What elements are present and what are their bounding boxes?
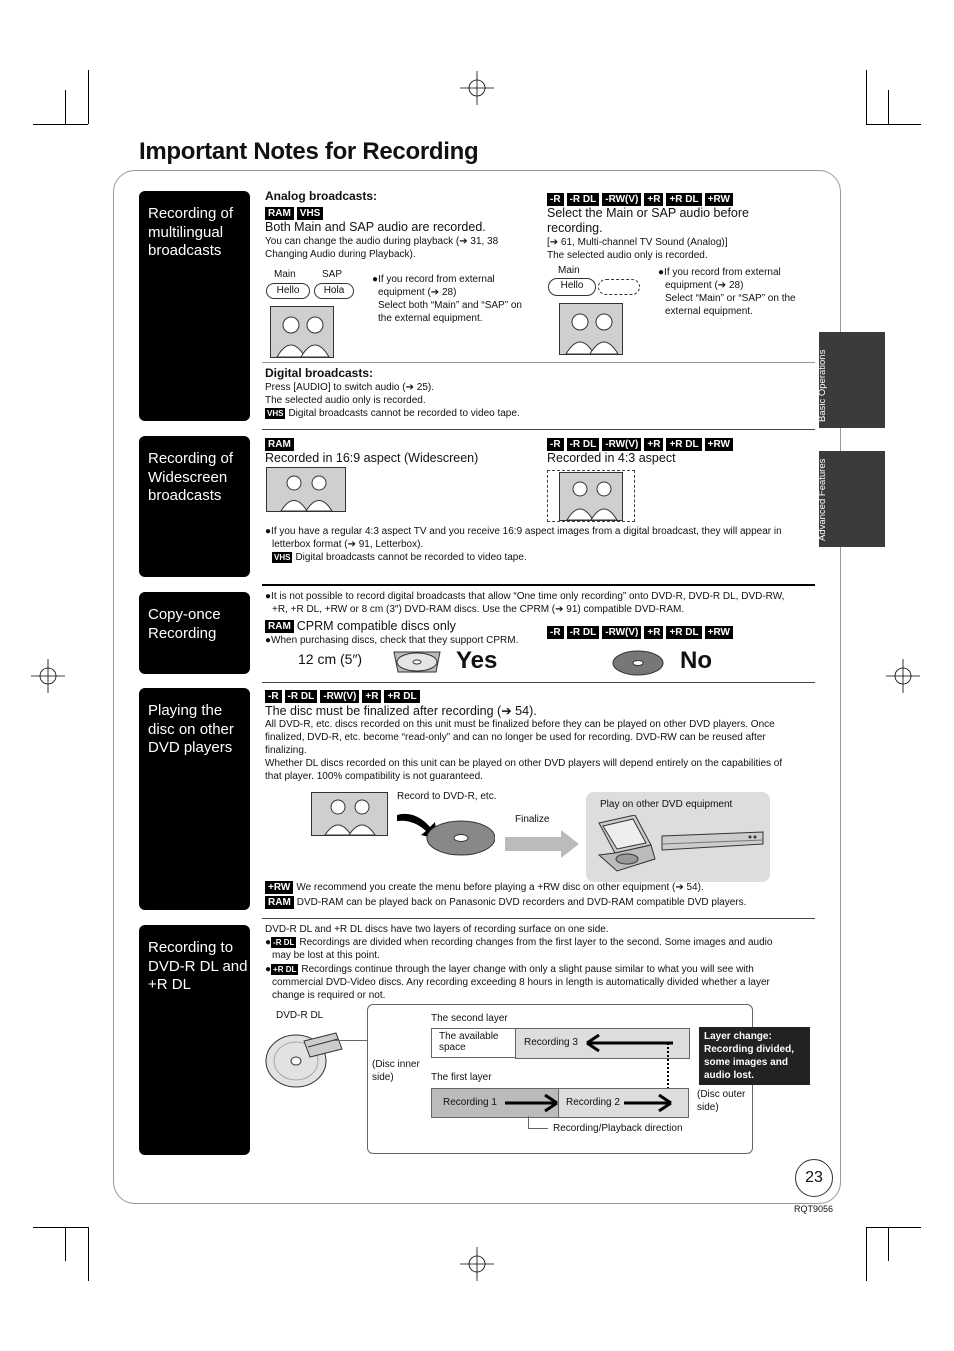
text-row: ● -R DL Recordings are divided when recording changes from the first layer to the second. Some images and audio: [265, 937, 773, 948]
badge: +R DL: [666, 438, 701, 451]
page-title: Important Notes for Recording: [139, 138, 479, 165]
registration-mark: [460, 1247, 494, 1281]
tab-advanced-features[interactable]: Advanced Features: [819, 451, 885, 547]
text: [➔ 61, Multi-channel TV Sound (Analog)]: [547, 237, 728, 248]
badge: -RW(V): [602, 438, 641, 451]
note: ●If you record from external: [372, 274, 495, 285]
badge: +R DL: [273, 964, 297, 974]
text: may be lost at this point.: [272, 950, 380, 961]
label-sap: SAP: [322, 269, 343, 280]
section-heading-copyonce: Copy-once Recording: [139, 592, 250, 674]
recording1-label: Recording 1: [443, 1097, 497, 1108]
pointer-line: [334, 1040, 367, 1041]
badge: +RW: [705, 626, 733, 639]
note: external equipment.: [665, 306, 753, 317]
text: Whether DL discs recorded on this unit can be played on other DVD players will depend entirely on the capabilities of: [265, 758, 783, 769]
registration-mark: [460, 71, 494, 105]
text: commercial DVD-Video discs. Any recording exceeding 8 hours in length is automatically divided whether a layer: [272, 977, 770, 988]
text-row: VHS Digital broadcasts cannot be recorded to video tape.: [274, 552, 527, 563]
right-arrow-icon: [624, 1094, 674, 1117]
badge: +R: [644, 193, 663, 206]
crop-mark: [33, 1227, 88, 1228]
recording3-label: Recording 3: [524, 1037, 578, 1048]
text: Changing Audio during Playback).: [265, 249, 416, 260]
text-row: RAM CPRM compatible discs only: [265, 619, 456, 634]
record-arrow-disc: [395, 805, 495, 865]
dual-layer-disc-icon: [264, 1023, 344, 1094]
crop-mark: [866, 70, 867, 124]
note: Select “Main” or “SAP” on the: [665, 293, 796, 304]
badge: -R DL: [567, 438, 600, 451]
portable-dvd-player-icon: [595, 815, 657, 878]
layer-change-callout: Layer change: Recording divided, some images and audio lost.: [699, 1027, 810, 1085]
disc-size: 12 cm (5″): [298, 651, 363, 667]
note: equipment (➔ 28): [665, 280, 744, 291]
note: ●It is not possible to record digital broadcasts that allow “One time only recording” onto DVD-R, DVD-R DL, DVD-RW,: [265, 591, 785, 602]
badge: +R: [644, 626, 663, 639]
note: equipment (➔ 28): [378, 287, 457, 298]
crop-mark: [65, 90, 66, 124]
yes-label: Yes: [456, 647, 498, 674]
badge: +R DL: [666, 626, 701, 639]
label-main: Main: [558, 265, 580, 276]
note: +R, +R DL, +RW or 8 cm (3″) DVD-RAM discs. Use the CPRM (➔ 91) compatible DVD-RAM.: [272, 604, 685, 615]
badge: -R DL: [567, 626, 600, 639]
crop-mark: [866, 1227, 921, 1228]
text: The disc must be finalized after recording (➔ 54).: [265, 704, 537, 718]
badge: +R: [362, 690, 381, 703]
divider: [262, 918, 815, 919]
text: change is required or not.: [272, 990, 386, 1001]
badge: -R: [547, 626, 564, 639]
record-to-label: Record to DVD-R, etc.: [397, 791, 497, 802]
first-layer-label: The first layer: [431, 1072, 492, 1083]
no-label: No: [680, 647, 712, 674]
finalize-arrow: [505, 830, 580, 863]
tv-screen-image: [559, 303, 623, 355]
crop-mark: [65, 1227, 66, 1261]
badge: -R: [265, 690, 282, 703]
speech-bubble: Hello: [548, 278, 596, 296]
section-heading-multilingual: Recording of multilingual broadcasts: [139, 191, 250, 421]
analog-title: Analog broadcasts:: [265, 189, 378, 203]
crop-mark: [866, 124, 921, 125]
text-row: RAM DVD-RAM can be played back on Panasonic DVD recorders and DVD-RAM compatible DVD players.: [265, 896, 746, 909]
available-space-label: The available space: [439, 1031, 499, 1053]
badge: -R DL: [285, 690, 318, 703]
widescreen-image: [266, 467, 346, 512]
text: finalizing.: [265, 745, 307, 756]
badge: -RW(V): [602, 193, 641, 206]
badge: +RW: [265, 881, 293, 894]
divider: [262, 429, 815, 430]
text-row: +RW We recommend you create the menu before playing a +RW disc on other equipment (➔ 54).: [265, 881, 704, 894]
direction-label: Recording/Playback direction: [553, 1123, 683, 1134]
badge-row: [547, 624, 736, 642]
right-arrow-icon: [505, 1094, 560, 1117]
note: Select both “Main” and “SAP” on: [378, 300, 522, 311]
badge: -RW(V): [320, 690, 359, 703]
section-heading-playing: Playing the disc on other DVD players: [139, 688, 250, 910]
speech-bubble: Hello: [266, 283, 310, 299]
note: ●When purchasing discs, check that they support CPRM.: [265, 635, 519, 646]
note: ●If you record from external: [658, 267, 781, 278]
badge: -R DL: [567, 193, 600, 206]
badge: -R DL: [273, 937, 295, 947]
badge: RAM: [265, 896, 294, 909]
crop-mark: [866, 1227, 867, 1281]
text-row: VHS Digital broadcasts cannot be recorded to video tape.: [267, 408, 520, 419]
badge: +RW: [705, 193, 733, 206]
text-row: ● +R DL Recordings continue through the layer change with only a slight pause similar to what you will see with: [265, 964, 754, 975]
note: ●If you have a regular 4:3 aspect TV and you receive 16:9 aspect images from a digital broadcast, they will appear in: [265, 526, 782, 537]
tab-basic-operations[interactable]: Basic Operations: [819, 332, 885, 428]
badge: +RW: [705, 438, 733, 451]
badge: +R DL: [666, 193, 701, 206]
badge: RAM: [265, 207, 294, 220]
badge: RAM: [265, 438, 294, 451]
registration-mark: [31, 659, 65, 693]
outer-side-label: (Disc outer side): [697, 1089, 746, 1113]
text: that player. 100% compatibility is not guaranteed.: [265, 771, 483, 782]
text: Select the Main or SAP audio before: [547, 206, 749, 220]
empty-speech-bubble: [598, 279, 640, 295]
text: DVD-R DL and +R DL discs have two layers of recording surface on one side.: [265, 924, 609, 935]
dvd-player-icon: [660, 830, 765, 857]
pointer-line: [528, 1116, 529, 1128]
badge: -RW(V): [602, 626, 641, 639]
divider: [262, 584, 815, 586]
inner-side-label: (Disc inner side): [372, 1059, 420, 1083]
tv-screen-image: [270, 306, 334, 358]
divider: [262, 362, 815, 363]
disc-label: DVD-R DL: [276, 1010, 324, 1021]
play-other-label: Play on other DVD equipment: [600, 799, 733, 810]
badge: +R DL: [384, 690, 419, 703]
text: Recorded in 4:3 aspect: [547, 451, 676, 465]
recording2-label: Recording 2: [566, 1097, 620, 1108]
section-heading-widescreen: Recording of Widescreen broadcasts: [139, 436, 250, 577]
tv-4-3-image: [559, 472, 623, 521]
left-arrow-icon: [585, 1034, 675, 1057]
text: Both Main and SAP audio are recorded.: [265, 220, 486, 234]
registration-mark: [886, 659, 920, 693]
disc-icon: [612, 650, 664, 681]
note: the external equipment.: [378, 313, 483, 324]
pointer-line: [528, 1128, 548, 1129]
badge: -R: [547, 438, 564, 451]
text: You can change the audio during playback (➔ 31, 38: [265, 236, 499, 247]
badge: VHS: [297, 207, 324, 220]
text: All DVD-R, etc. discs recorded on this unit must be finalized before they can be played on other DVD players. Once: [265, 719, 775, 730]
text: recording.: [547, 221, 603, 235]
divider: [262, 682, 815, 683]
crop-mark: [88, 1227, 89, 1281]
text: Press [AUDIO] to switch audio (➔ 25).: [265, 382, 434, 393]
badge: VHS: [267, 408, 284, 418]
text: The selected audio only is recorded.: [265, 395, 426, 406]
note: letterbox format (➔ 91, Letterbox).: [272, 539, 424, 550]
badge: RAM: [265, 620, 294, 633]
tv-screen-image: [311, 792, 388, 836]
crop-mark: [888, 1227, 889, 1261]
text: Recorded in 16:9 aspect (Widescreen): [265, 451, 479, 465]
second-layer-label: The second layer: [431, 1013, 508, 1024]
text: The selected audio only is recorded.: [547, 250, 708, 261]
speech-bubble: Hola: [314, 283, 354, 299]
disc-ram-icon: [390, 648, 445, 681]
badge: -R: [547, 193, 564, 206]
digital-title: Digital broadcasts:: [265, 366, 374, 380]
finalize-label: Finalize: [515, 814, 550, 825]
crop-mark: [88, 70, 89, 124]
crop-mark: [33, 124, 88, 125]
badge: VHS: [274, 552, 291, 562]
section-heading-dl: Recording to DVD-R DL and +R DL: [139, 925, 250, 1155]
page-number: 23: [795, 1159, 833, 1197]
label-main: Main: [274, 269, 296, 280]
text: finalized, DVD-R, etc. become “read-only” and can no longer be used for recording. DVD-RW can be reused after: [265, 732, 766, 743]
badge: +R: [644, 438, 663, 451]
crop-mark: [888, 90, 889, 124]
doc-code: RQT9056: [794, 1204, 834, 1214]
